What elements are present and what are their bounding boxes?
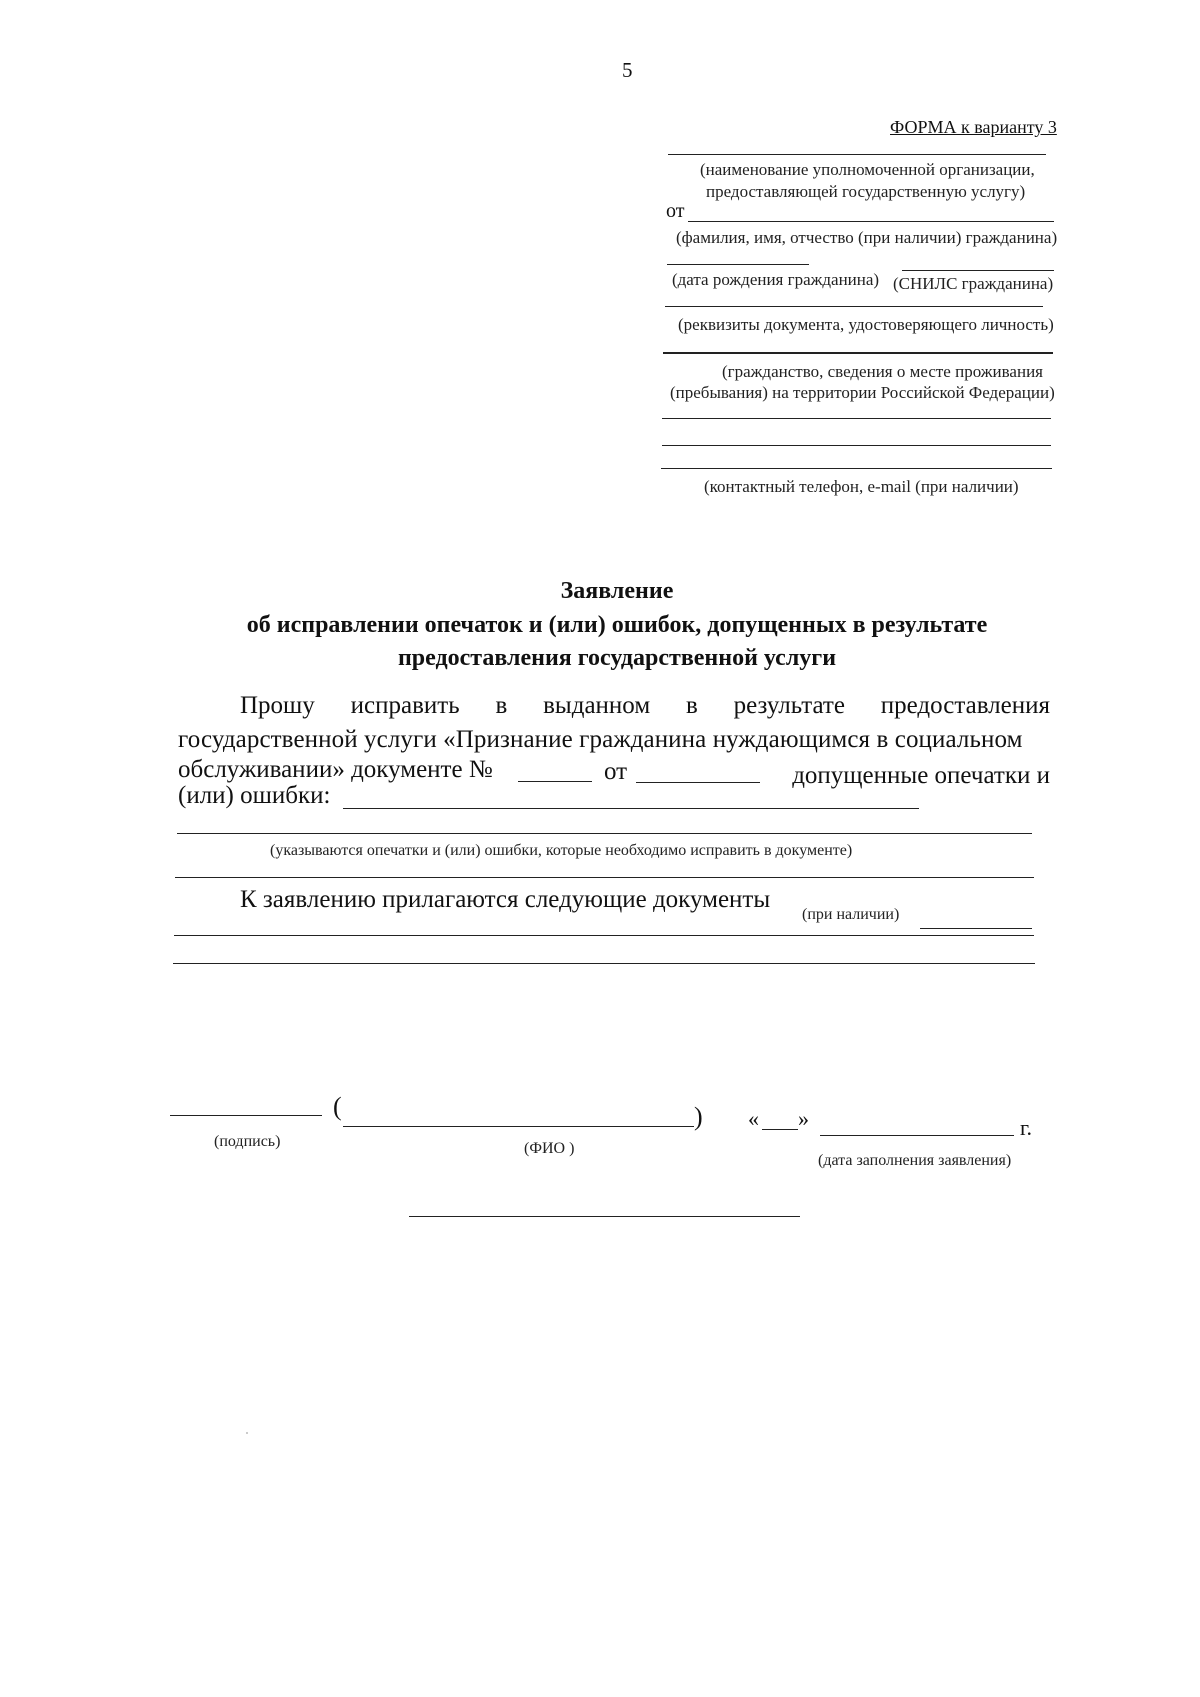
residence-caption-2: (пребывания) на территории Российской Федерации) — [670, 383, 1055, 402]
errors-field-2[interactable] — [177, 833, 1032, 834]
snils-field[interactable] — [902, 270, 1054, 271]
form-reference: ФОРМА к варианту 3 — [890, 117, 1057, 137]
request-word: исправить — [350, 692, 460, 719]
request-word: в — [686, 692, 698, 719]
attachments-field-1[interactable] — [174, 935, 1034, 936]
errors-caption: (указываются опечатки и (или) ошибки, которые необходимо исправить в документе) — [270, 842, 853, 859]
scan-speck — [246, 1432, 248, 1434]
birth-caption: (дата рождения гражданина) — [672, 270, 880, 289]
applicant-fio-field[interactable] — [688, 221, 1054, 222]
fio-open-paren: ( — [333, 1092, 342, 1121]
attachments-label: К заявлению прилагаются следующие документы — [240, 886, 771, 913]
signer-fio-field[interactable] — [343, 1126, 694, 1127]
month-year-field[interactable] — [820, 1135, 1014, 1136]
request-line-4: (или) ошибки: — [178, 782, 331, 809]
org-caption-1: (наименование уполномоченной организации, — [700, 160, 1035, 179]
bottom-line — [409, 1216, 800, 1217]
org-caption-2: предоставляющей государственную услугу) — [706, 182, 1026, 201]
request-line-1 — [240, 692, 1050, 720]
day-quote-close: » — [798, 1106, 809, 1131]
signature-field[interactable] — [170, 1115, 322, 1116]
birth-date-field[interactable] — [667, 264, 809, 265]
attachments-field-2[interactable] — [173, 963, 1035, 964]
attachments-note: (при наличии) — [802, 906, 900, 923]
request-line-3b: от — [604, 758, 628, 785]
day-field[interactable] — [762, 1129, 798, 1130]
day-quote-open: « — [748, 1106, 759, 1131]
fio-caption: (ФИО ) — [524, 1140, 575, 1157]
request-word: Прошу — [240, 692, 315, 719]
request-word: выданном — [543, 692, 651, 719]
date-caption: (дата заполнения заявления) — [818, 1152, 1012, 1169]
title-line-3: предоставления государственной услуги — [397, 645, 837, 671]
id-document-field[interactable] — [665, 306, 1043, 307]
request-word: предоставления — [880, 692, 1050, 719]
errors-field-1[interactable] — [343, 808, 919, 809]
document-date-field[interactable] — [636, 782, 760, 783]
fio-caption: (фамилия, имя, отчество (при наличии) гражданина) — [676, 228, 1058, 247]
residence-extra-line-2[interactable] — [662, 445, 1051, 446]
page-number: 5 — [622, 58, 633, 82]
org-name-field[interactable] — [668, 154, 1046, 155]
document-number-field[interactable] — [518, 781, 592, 782]
year-suffix: г. — [1020, 1115, 1033, 1140]
title-line-2: об исправлении опечаток и (или) ошибок, допущенных в результате — [246, 612, 988, 638]
errors-field-3[interactable] — [175, 877, 1034, 878]
request-line-3a: обслуживании» документе № — [178, 756, 493, 783]
attachments-field-0[interactable] — [920, 928, 1032, 929]
request-word: в — [495, 692, 508, 719]
contact-caption: (контактный телефон, e-mail (при наличии) — [704, 477, 1019, 496]
sign-caption: (подпись) — [214, 1133, 281, 1150]
from-label: от — [666, 200, 685, 222]
snils-caption: (СНИЛС гражданина) — [893, 274, 1054, 293]
title-line-1: Заявление — [560, 578, 674, 604]
residence-extra-line-1[interactable] — [662, 418, 1051, 419]
request-word: результате — [733, 692, 845, 719]
fio-close-paren: ) — [694, 1102, 703, 1131]
contact-field[interactable] — [661, 468, 1052, 469]
id-doc-caption: (реквизиты документа, удостоверяющего личность) — [678, 315, 1054, 334]
request-line-2: государственной услуги «Признание гражданина нуждающимся в социальном — [178, 726, 1023, 753]
request-line-3c: допущенные опечатки и — [792, 762, 1050, 789]
residence-field[interactable] — [663, 352, 1053, 354]
residence-caption-1: (гражданство, сведения о месте проживания — [722, 362, 1043, 381]
